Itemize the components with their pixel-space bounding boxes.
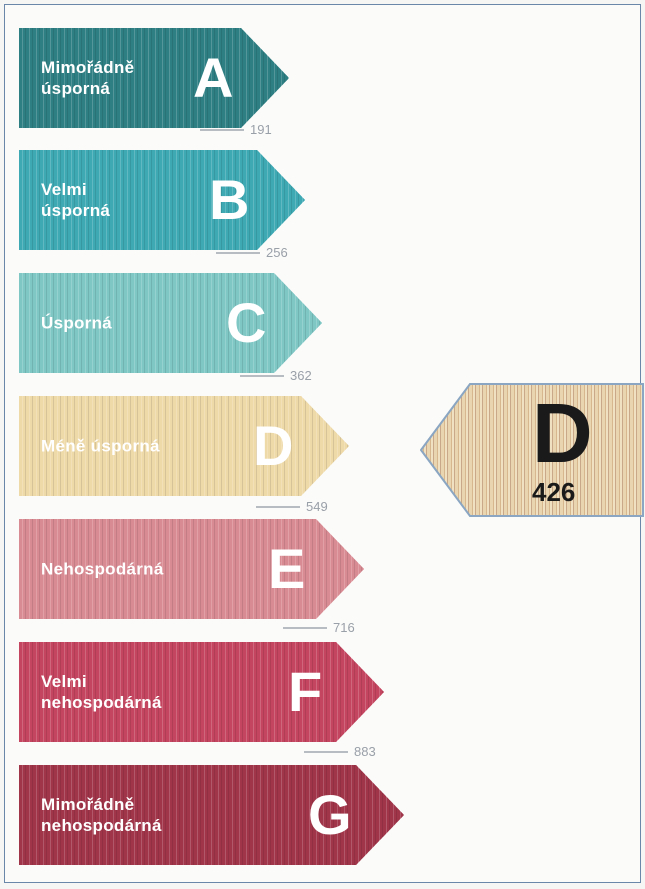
energy-band-e [19, 519, 364, 619]
energy-band-letter: D [253, 414, 294, 477]
threshold-value: 191 [250, 122, 272, 137]
threshold-line [283, 627, 327, 629]
energy-band-label: Nehospodárná [41, 559, 164, 579]
threshold-value: 256 [266, 245, 288, 260]
energy-band-b [19, 150, 305, 250]
energy-band-letter: A [193, 46, 234, 109]
energy-band-label: Mimořádně úsporná [41, 58, 135, 98]
threshold-value: 883 [354, 744, 376, 759]
energy-band-letter: B [209, 168, 250, 231]
threshold-marker [256, 499, 328, 514]
threshold-value: 549 [306, 499, 328, 514]
energy-band-label: Velmi úsporná [41, 180, 111, 220]
threshold-marker [216, 245, 288, 260]
energy-band-label: Úsporná [41, 313, 113, 333]
energy-band-letter: G [308, 783, 352, 846]
rating-letter: D [532, 386, 593, 480]
threshold-line [256, 506, 300, 508]
threshold-value: 716 [333, 620, 355, 635]
threshold-value: 362 [290, 368, 312, 383]
threshold-line [240, 375, 284, 377]
energy-band-c [19, 273, 322, 373]
threshold-marker [240, 368, 312, 383]
rating-value: 426 [532, 477, 576, 507]
threshold-line [216, 252, 260, 254]
threshold-marker [304, 744, 376, 759]
energy-band-a [19, 28, 289, 128]
energy-band-label: Mimořádně nehospodárná [41, 795, 162, 835]
energy-band-letter: E [268, 537, 306, 600]
threshold-marker [200, 122, 272, 137]
energy-band-letter: C [226, 291, 267, 354]
energy-band-letter: F [288, 660, 323, 723]
threshold-marker [283, 620, 355, 635]
rating-indicator [420, 383, 644, 517]
threshold-line [200, 129, 244, 131]
energy-band-f [19, 642, 384, 742]
threshold-line [304, 751, 348, 753]
energy-band-g [19, 765, 404, 865]
energy-band-label: Velmi nehospodárná [41, 672, 162, 712]
energy-band-d [19, 396, 349, 496]
energy-band-label: Méně úsporná [41, 436, 160, 456]
